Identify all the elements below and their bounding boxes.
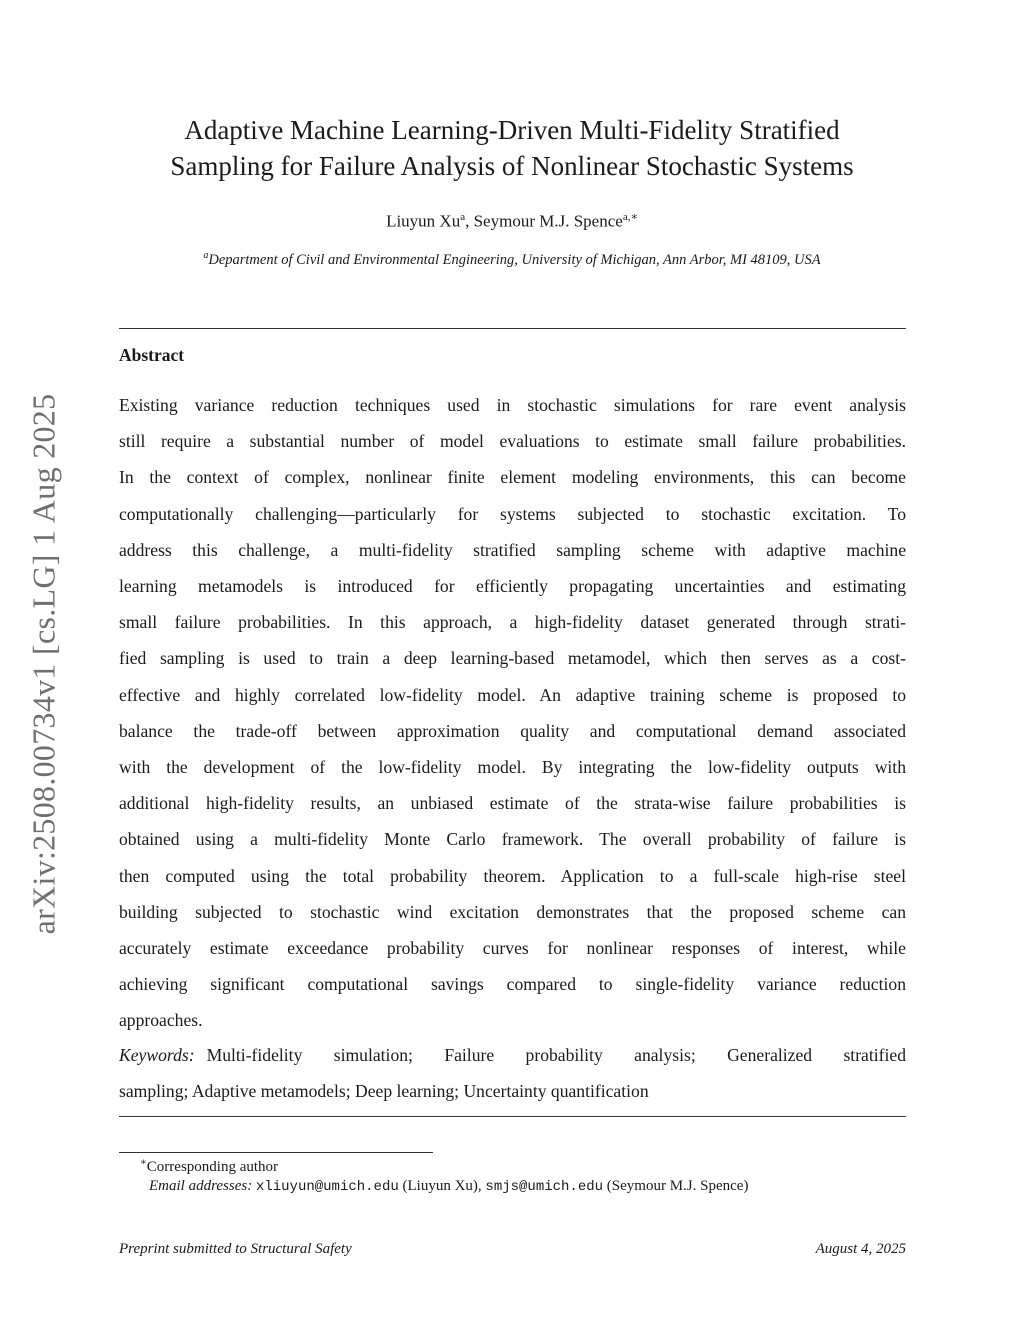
title-line-2: Sampling for Failure Analysis of Nonlinear Stochastic Systems bbox=[170, 151, 854, 181]
bottom-divider bbox=[119, 1116, 906, 1117]
author-affil-mark: a bbox=[460, 211, 466, 223]
keywords-text: Multi-fidelity simulation; Failure probability analysis; Generalized stratified bbox=[206, 1045, 906, 1065]
affiliation-mark: a bbox=[203, 250, 209, 261]
footnote-star: ∗ bbox=[140, 1157, 147, 1168]
keywords-line bbox=[119, 1037, 906, 1073]
email-link-xu[interactable]: xliuyun@umich.edu bbox=[255, 1179, 399, 1195]
author-affil-mark: a,∗ bbox=[622, 211, 638, 223]
abstract-line: effective and highly correlated low-fidelity model. An adaptive training scheme is proposed to bbox=[119, 684, 906, 705]
footnote-divider bbox=[119, 1152, 433, 1153]
abstract-line: Existing variance reduction techniques used in stochastic simulations for rare event analysis bbox=[119, 395, 906, 415]
email-label: Email addresses: bbox=[149, 1178, 253, 1194]
abstract-line: approaches. bbox=[119, 1010, 203, 1031]
email-addresses bbox=[149, 1178, 748, 1195]
abstract-line: with the development of the low-fidelity model. By integrating the low-fidelity outputs with bbox=[119, 757, 906, 778]
abstract-line: building subjected to stochastic wind excitation demonstrates that the proposed scheme can bbox=[119, 901, 906, 922]
email-owner-spence: (Seymour M.J. Spence) bbox=[606, 1178, 749, 1194]
arxiv-identifier[interactable]: arXiv:2508.00734v1 [cs.LG] 1 Aug 2025 bbox=[25, 393, 62, 935]
keywords bbox=[119, 1037, 906, 1109]
corresponding-author-note bbox=[140, 1157, 278, 1176]
author-name: Seymour M.J. Spence bbox=[473, 211, 623, 231]
corresponding-author-label: Corresponding author bbox=[146, 1159, 279, 1175]
affiliation-text: Department of Civil and Environmental Engineering, University of Michigan, Ann Arbor, MI 48109, USA bbox=[208, 251, 821, 268]
title-line-1: Adaptive Machine Learning-Driven Multi-Fidelity Stratified bbox=[184, 115, 840, 145]
email-owner-xu: (Liuyun Xu), bbox=[402, 1178, 482, 1194]
abstract-line: fied sampling is used to train a deep learning-based metamodel, which then serves as a cost- bbox=[119, 648, 906, 669]
affiliation bbox=[0, 250, 1024, 269]
abstract-line: address this challenge, a multi-fidelity stratified sampling scheme with adaptive machine bbox=[119, 539, 906, 560]
keywords-label: Keywords: bbox=[119, 1045, 195, 1065]
preprint-date: August 4, 2025 bbox=[815, 1241, 906, 1257]
top-divider bbox=[119, 328, 906, 329]
abstract-body bbox=[119, 387, 906, 1039]
abstract-line: then computed using the total probability theorem. Application to a full-scale high-rise steel bbox=[119, 865, 906, 886]
author-list bbox=[0, 210, 1024, 232]
abstract-line: obtained using a multi-fidelity Monte Carlo framework. The overall probability of failure is bbox=[119, 829, 906, 850]
keywords-line: sampling; Adaptive metamodels; Deep learning; Uncertainty quantification bbox=[119, 1081, 649, 1101]
abstract-line: accurately estimate exceedance probability curves for nonlinear responses of interest, while bbox=[119, 938, 906, 959]
abstract-heading: Abstract bbox=[119, 345, 185, 365]
abstract-line: still require a substantial number of model evaluations to estimate small failure probabilities. bbox=[119, 431, 906, 452]
preprint-notice: Preprint submitted to Structural Safety bbox=[119, 1241, 352, 1257]
abstract-line: balance the trade-off between approximation quality and computational demand associated bbox=[119, 720, 906, 741]
abstract-line: computationally challenging—particularly for systems subjected to stochastic excitation. To bbox=[119, 503, 906, 524]
abstract-line: learning metamodels is introduced for efficiently propagating uncertainties and estimating bbox=[119, 576, 906, 597]
author-name: Liuyun Xu bbox=[386, 211, 461, 231]
abstract-line: additional high-fidelity results, an unbiased estimate of the strata-wise failure probabilities is bbox=[119, 793, 906, 814]
author-separator: , bbox=[465, 211, 474, 231]
abstract-line: small failure probabilities. In this approach, a high-fidelity dataset generated through strati- bbox=[119, 612, 906, 633]
abstract-line: achieving significant computational savings compared to single-fidelity variance reduction bbox=[119, 974, 906, 995]
email-link-spence[interactable]: smjs@umich.edu bbox=[485, 1179, 604, 1195]
abstract-line: In the context of complex, nonlinear finite element modeling environments, this can become bbox=[119, 467, 906, 488]
paper-title bbox=[100, 112, 924, 184]
